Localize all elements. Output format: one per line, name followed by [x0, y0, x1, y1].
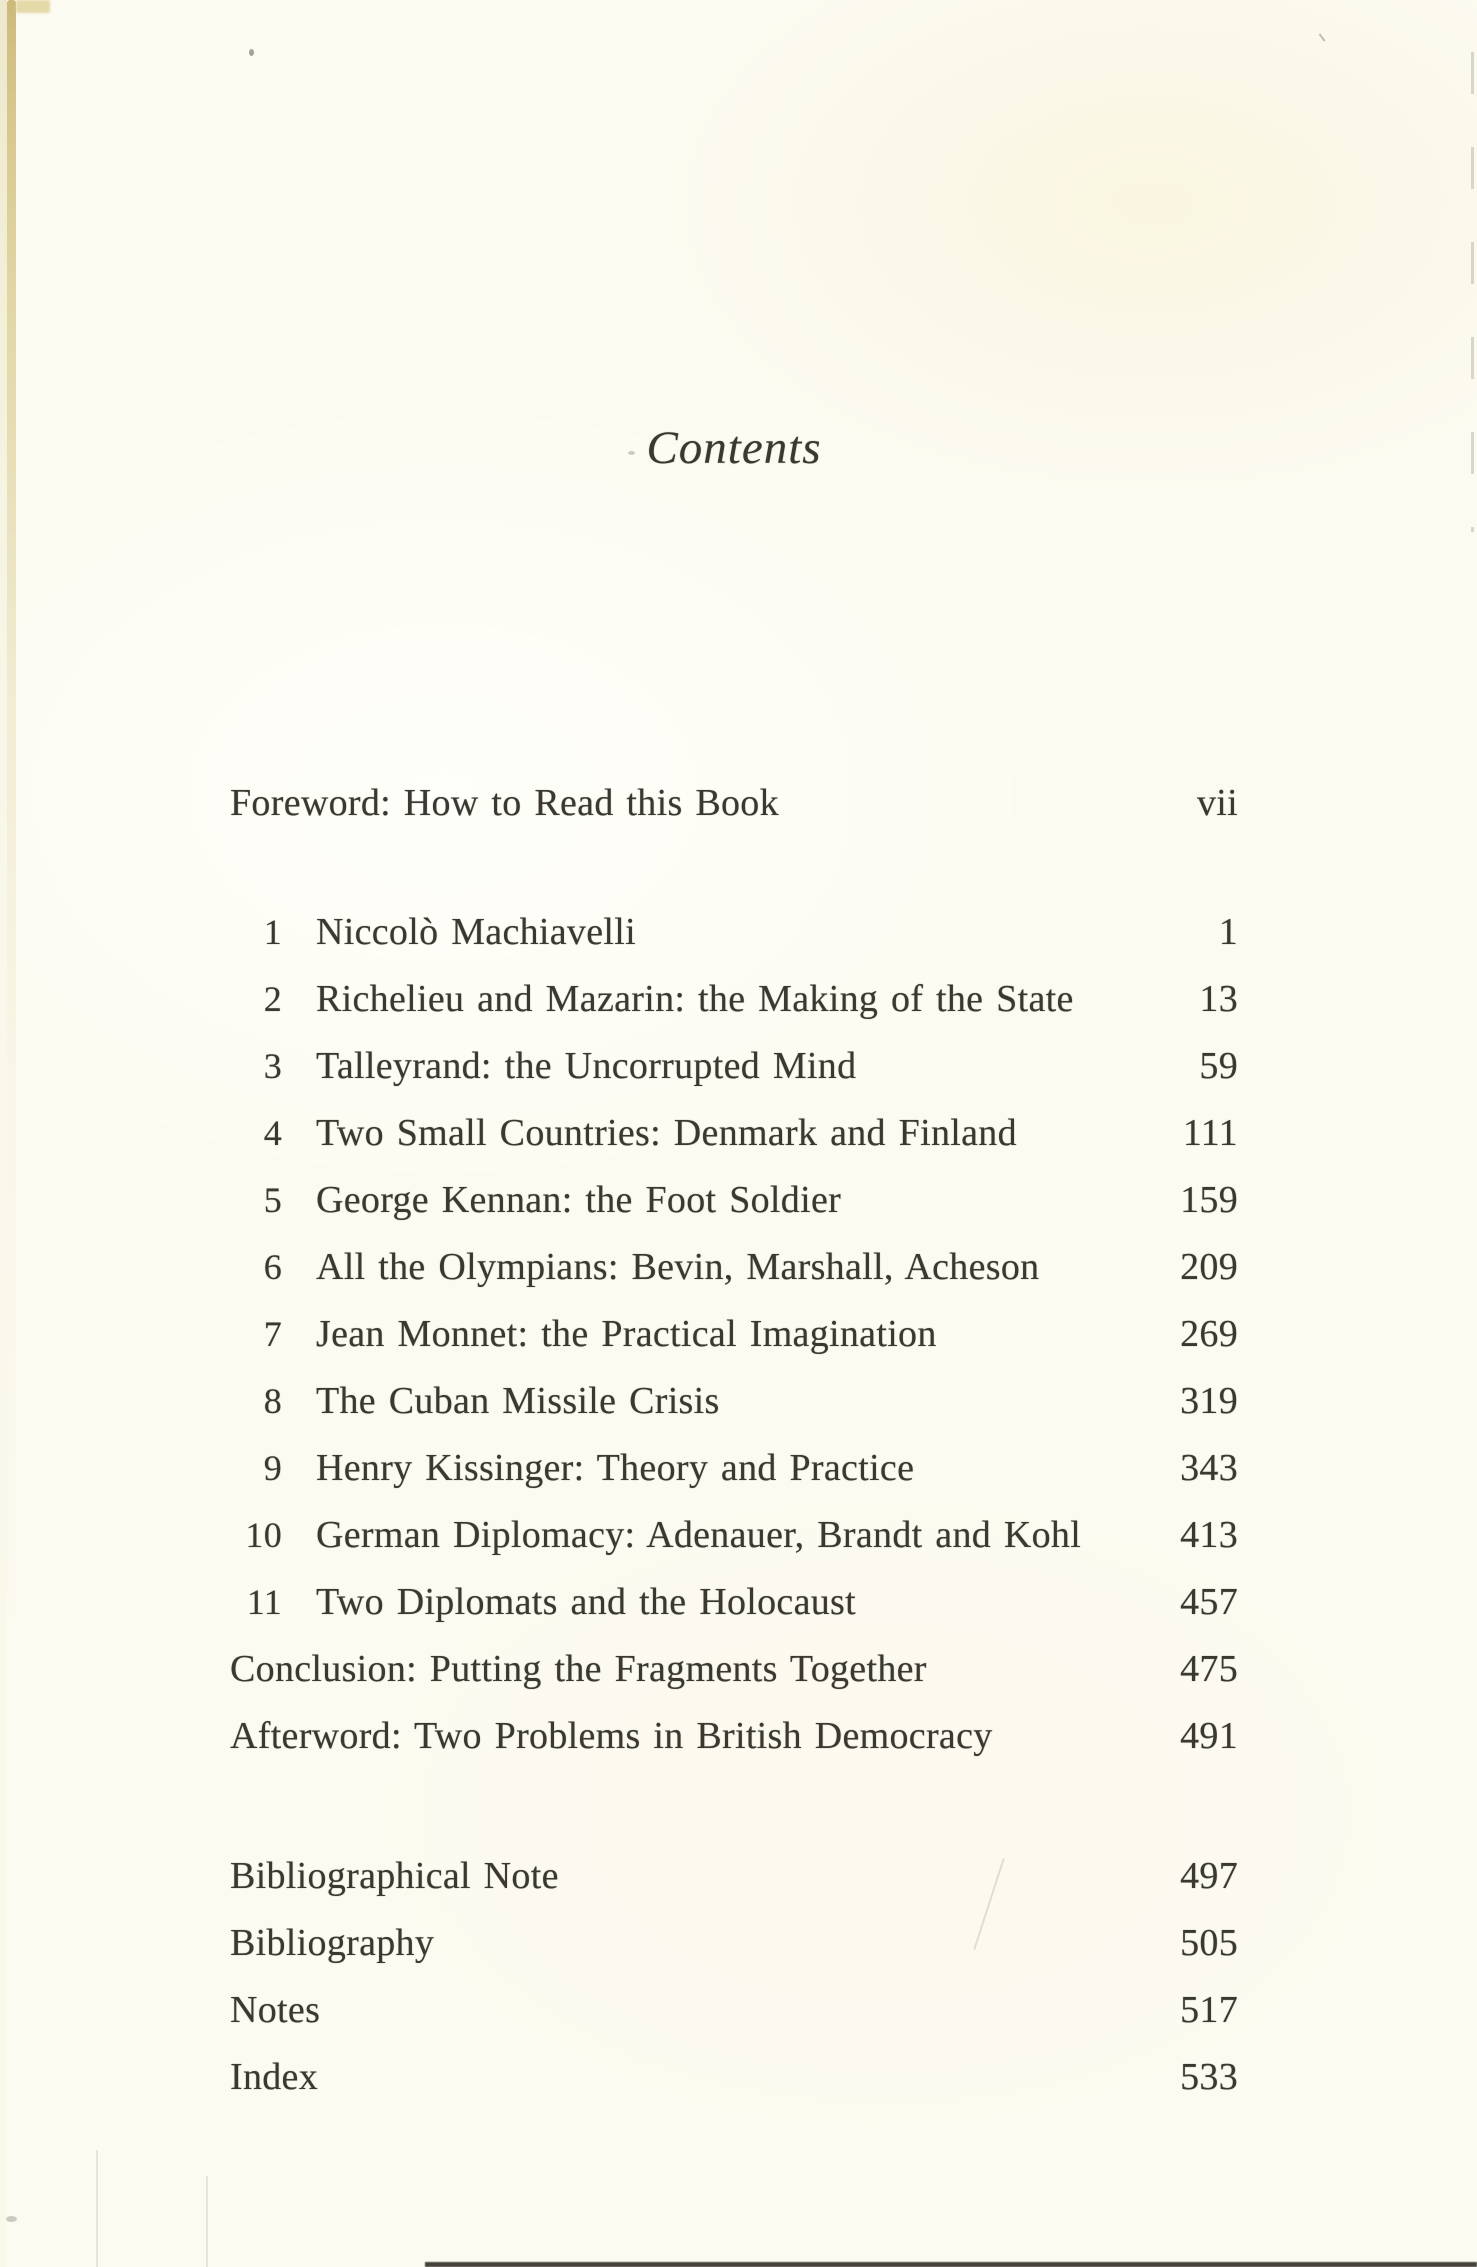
scan-speck — [249, 49, 254, 56]
toc-entry-label: Foreword: How to Read this Book — [230, 781, 779, 824]
page-left-edge-shadow — [0, 0, 7, 2267]
chapter-page-number: 413 — [1180, 1513, 1238, 1556]
chapter-title: Jean Monnet: the Practical Imagination — [316, 1312, 937, 1355]
chapter-page-number: 59 — [1199, 1044, 1238, 1087]
toc-chapter-row — [230, 1501, 1238, 1568]
toc-page-number: 475 — [1180, 1647, 1238, 1690]
scan-speck — [1319, 27, 1334, 41]
chapter-title: Two Diplomats and the Holocaust — [316, 1580, 856, 1623]
chapter-number: 2 — [263, 978, 282, 1019]
chapter-page-number: 209 — [1180, 1245, 1238, 1288]
toc-entry-label: Notes — [230, 1988, 321, 2031]
paper-crease — [206, 2176, 208, 2267]
chapter-number: 9 — [263, 1447, 282, 1488]
toc-row-notes — [230, 1976, 1238, 2043]
toc-chapter-row — [230, 898, 1238, 965]
bottom-scan-line — [425, 2262, 1477, 2267]
toc-chapter-row — [230, 1099, 1238, 1166]
chapter-title: Two Small Countries: Denmark and Finland — [316, 1111, 1017, 1154]
scan-speck — [6, 2216, 17, 2222]
chapter-number: 10 — [245, 1514, 282, 1555]
toc-row-conclusion — [230, 1635, 1238, 1702]
toc-chapter-row — [230, 1300, 1238, 1367]
toc-entry-label: Index — [230, 2055, 319, 2098]
toc-chapter-row — [230, 1166, 1238, 1233]
chapter-page-number: 457 — [1180, 1580, 1238, 1623]
page-right-edge-marks — [1471, 52, 1474, 532]
chapter-number: 11 — [246, 1581, 282, 1622]
chapter-title: German Diplomacy: Adenauer, Brandt and Kohl — [316, 1513, 1082, 1556]
chapter-page-number: 111 — [1182, 1111, 1238, 1154]
toc-page-number: 517 — [1180, 1988, 1238, 2031]
toc-chapter-row — [230, 1032, 1238, 1099]
chapter-number: 7 — [263, 1313, 282, 1354]
chapter-page-number: 159 — [1180, 1178, 1238, 1221]
toc-page-number: vii — [1196, 781, 1238, 824]
chapter-title: Talleyrand: the Uncorrupted Mind — [316, 1044, 857, 1087]
toc-chapter-row — [230, 1568, 1238, 1635]
toc-row-foreword — [230, 769, 1238, 836]
toc-chapter-row — [230, 1233, 1238, 1300]
toc-page-number: 533 — [1180, 2055, 1238, 2098]
page-gutter-edge-stripe — [7, 0, 16, 1650]
chapter-number: 6 — [263, 1246, 282, 1287]
toc-entry-label: Bibliography — [230, 1921, 435, 1964]
chapter-title: Henry Kissinger: Theory and Practice — [316, 1446, 915, 1489]
chapter-page-number: 319 — [1180, 1379, 1238, 1422]
chapter-number: 1 — [263, 911, 282, 952]
chapter-page-number: 343 — [1180, 1446, 1238, 1489]
toc-page-number: 491 — [1180, 1714, 1238, 1757]
toc-row-bibliography — [230, 1909, 1238, 1976]
toc-chapter-row — [230, 965, 1238, 1032]
chapter-page-number: 269 — [1180, 1312, 1238, 1355]
toc-chapter-row — [230, 1434, 1238, 1501]
toc-row-afterword — [230, 1702, 1238, 1769]
chapter-title: All the Olympians: Bevin, Marshall, Acheson — [316, 1245, 1040, 1288]
chapter-title: Richelieu and Mazarin: the Making of the State — [316, 977, 1074, 1020]
toc-page-number: 497 — [1180, 1854, 1238, 1897]
chapter-number: 5 — [263, 1179, 282, 1220]
toc-entry-label: Afterword: Two Problems in British Democracy — [230, 1714, 993, 1757]
chapter-page-number: 1 — [1218, 910, 1238, 953]
chapter-title: George Kennan: the Foot Soldier — [316, 1178, 842, 1221]
toc-entry-label: Bibliographical Note — [230, 1854, 559, 1897]
chapter-page-number: 13 — [1199, 977, 1238, 1020]
chapter-title: The Cuban Missile Crisis — [316, 1379, 720, 1422]
toc-row-index — [230, 2043, 1238, 2110]
toc-chapter-row — [230, 1367, 1238, 1434]
chapter-number: 8 — [263, 1380, 282, 1421]
scan-corner-artifact — [16, 0, 50, 13]
toc-entry-label: Conclusion: Putting the Fragments Together — [230, 1647, 927, 1690]
chapter-number: 4 — [263, 1112, 282, 1153]
paper-crease — [96, 2150, 98, 2267]
toc-row-bibliographical-note — [230, 1842, 1238, 1909]
chapter-title: Niccolò Machiavelli — [316, 910, 636, 953]
chapter-number: 3 — [263, 1045, 282, 1086]
toc-page-number: 505 — [1180, 1921, 1238, 1964]
page-title: Contents — [646, 422, 822, 474]
